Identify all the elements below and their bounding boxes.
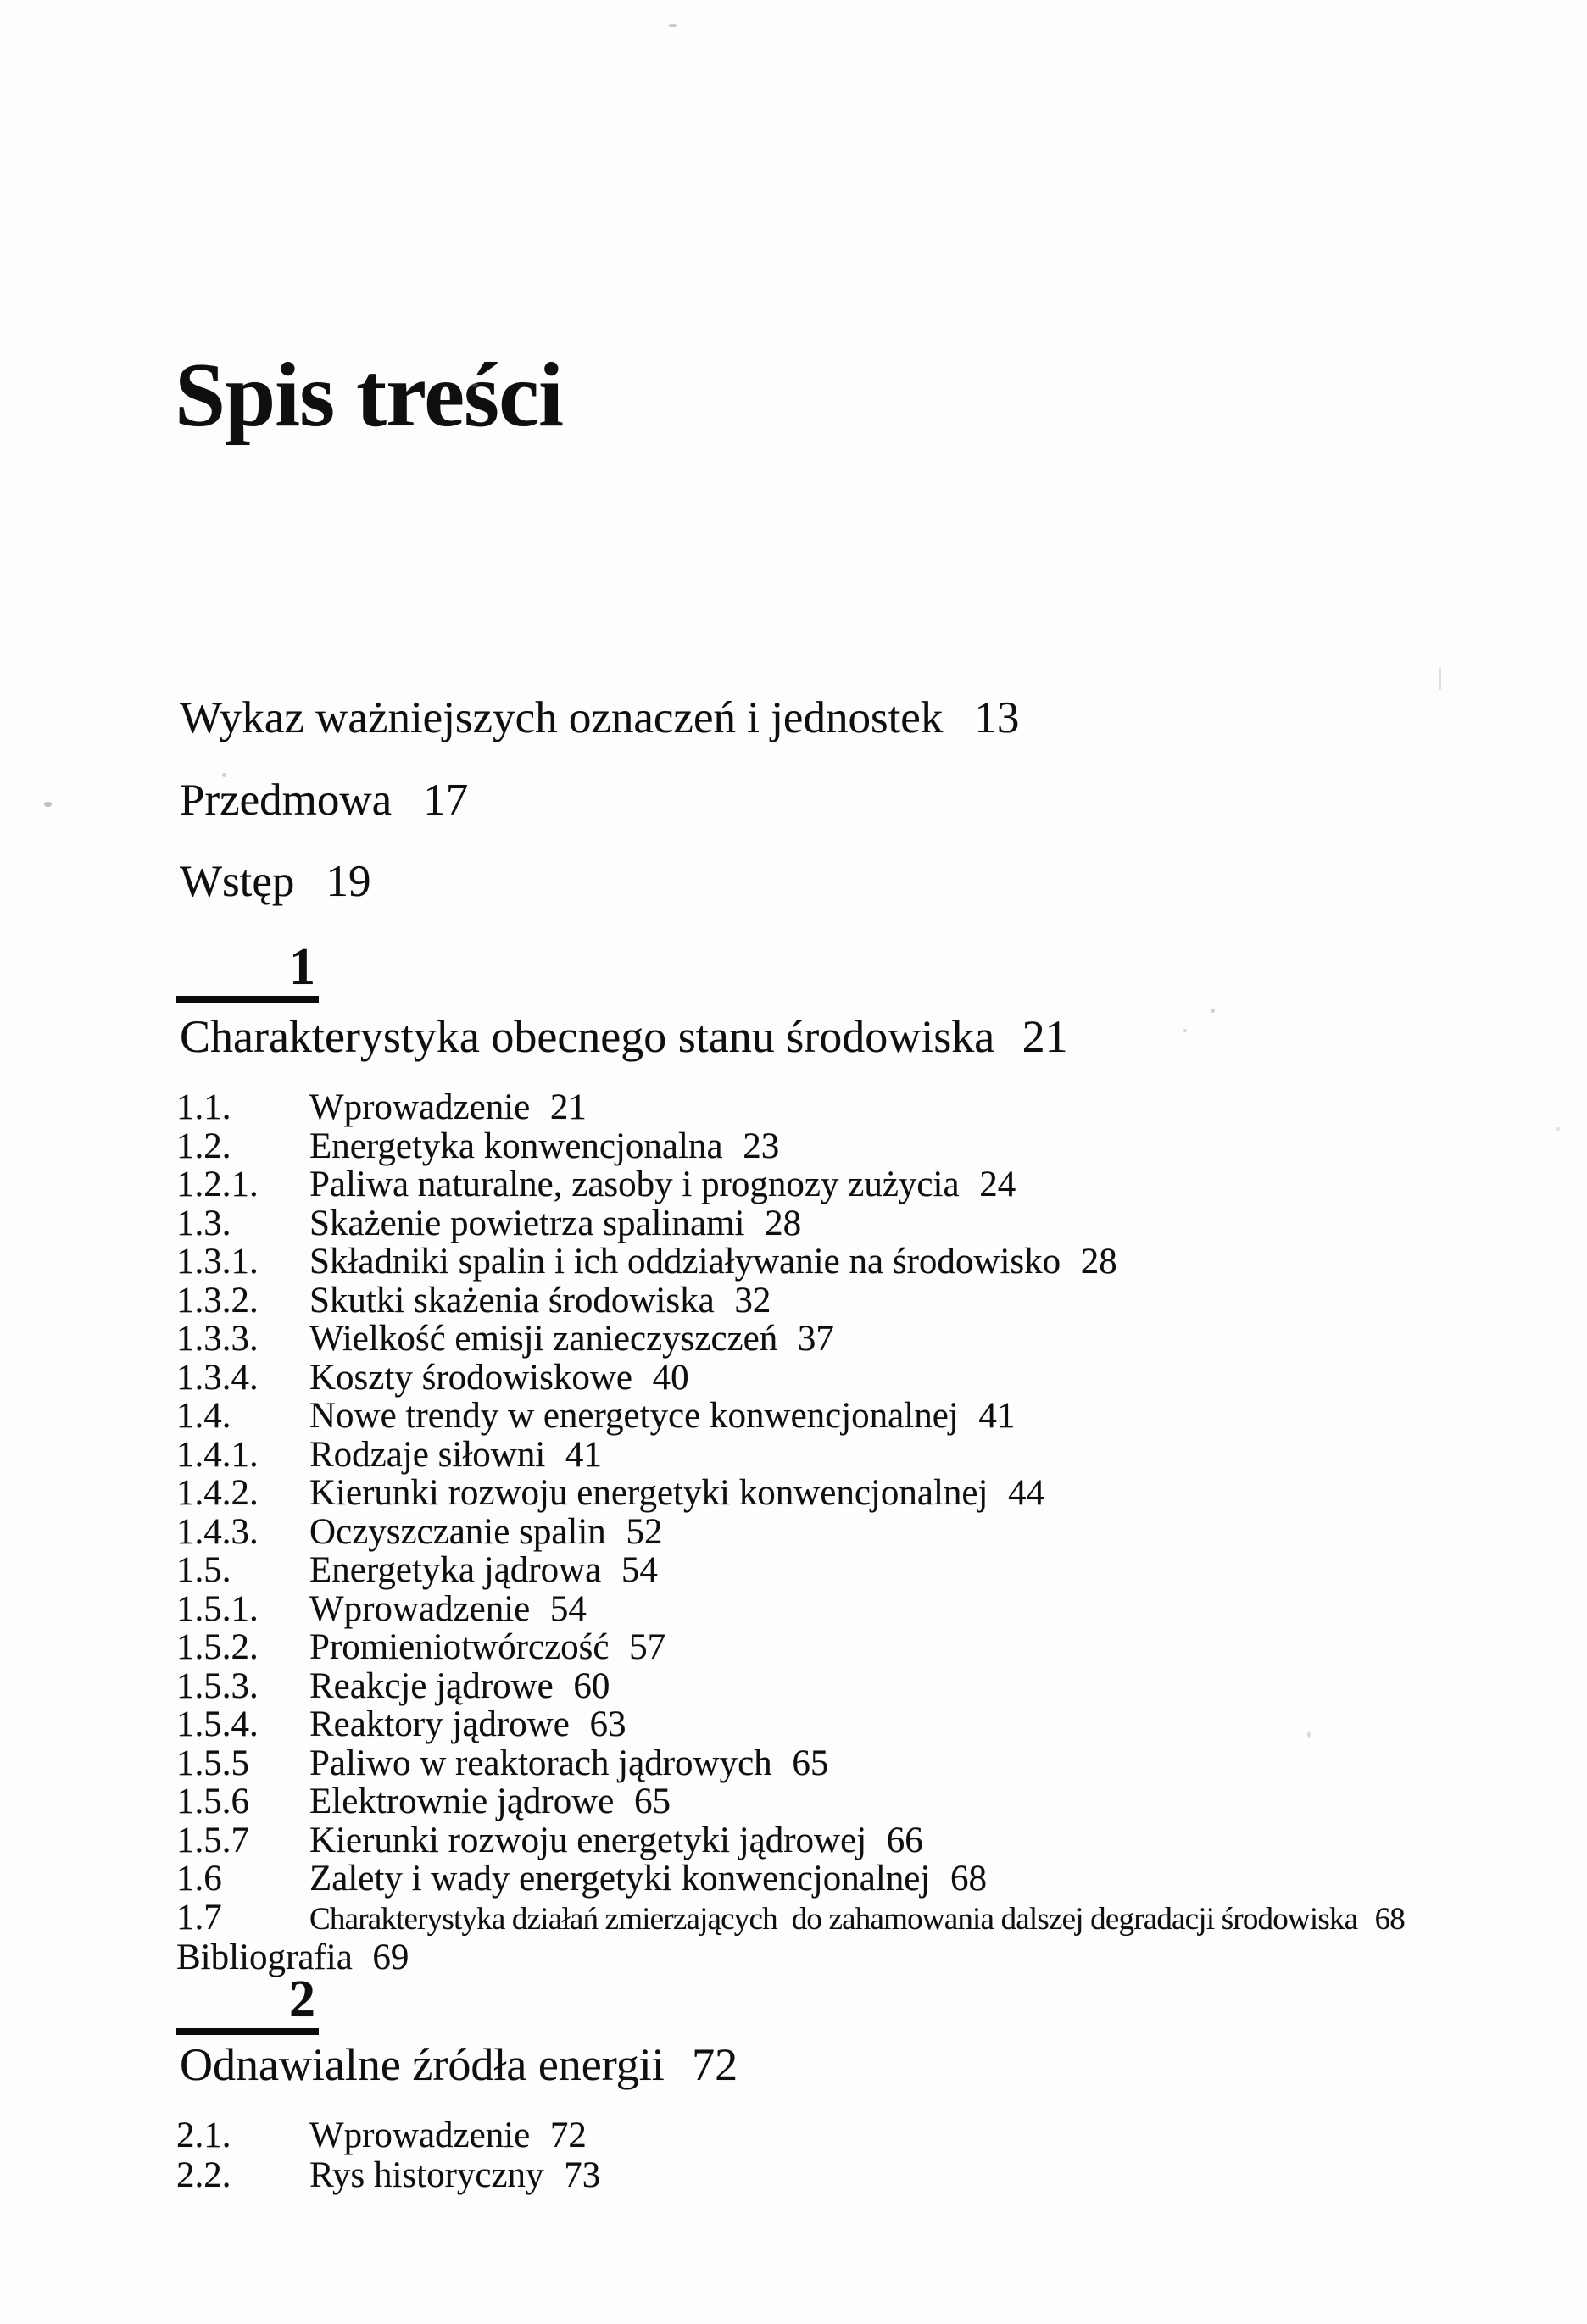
chapter-number-block — [176, 1973, 319, 2035]
toc-entry — [176, 1513, 1405, 1552]
toc-entry-label: Bibliografia — [176, 1938, 353, 1977]
scan-speck — [471, 383, 478, 387]
toc-entry-label: Wprowadzenie — [309, 2116, 531, 2155]
toc-entry-label: Składniki spalin i ich oddziaływanie na środowisko — [309, 1242, 1061, 1282]
toc-entry-page: 54 — [549, 1588, 587, 1629]
chapter-title-label: Odnawialne źródła energii — [180, 2039, 665, 2090]
toc-entry-number: 2.1. — [176, 2116, 231, 2155]
toc-entry-number: 1.5. — [176, 1550, 231, 1590]
chapter-number: 1 — [289, 938, 315, 996]
toc-entry-number: 1.6 — [176, 1859, 222, 1899]
toc-entry-page: 68 — [949, 1859, 987, 1899]
toc-entry-number: 1.5.3. — [176, 1665, 259, 1706]
toc-entry-page: 54 — [621, 1550, 658, 1590]
toc-entry-number: 2.2. — [176, 2155, 231, 2195]
toc-entry — [176, 1204, 1405, 1243]
toc-entry-page: 52 — [626, 1511, 663, 1552]
chapter-entry-list — [176, 1088, 1405, 1977]
toc-entry-number: 1.3.1. — [176, 1242, 259, 1282]
toc-entry-page: 72 — [549, 2116, 587, 2155]
front-matter-page: 19 — [326, 857, 371, 907]
toc-entry-label: Kierunki rozwoju energetyki konwencjonalnej — [309, 1473, 988, 1513]
toc-entry-label: Promieniotwórczość — [309, 1627, 610, 1667]
front-matter-entry — [180, 859, 1019, 906]
toc-entry-page: 28 — [1080, 1242, 1117, 1282]
toc-entry-number: 1.4. — [176, 1396, 231, 1436]
toc-entry-label: Rys historyczny — [309, 2155, 544, 2195]
toc-entry-page: 73 — [564, 2155, 601, 2195]
toc-entry-label: Reaktory jądrowe — [309, 1704, 570, 1744]
toc-entry-number: 1.4.3. — [176, 1511, 259, 1552]
toc-entry-number: 1.5.1. — [176, 1588, 259, 1629]
toc-entry — [176, 1667, 1405, 1706]
toc-entry-page: 66 — [886, 1820, 923, 1860]
scan-speck — [1211, 1009, 1215, 1013]
toc-entry-number: 1.5.7 — [176, 1820, 249, 1860]
toc-entry-number: 1.1. — [176, 1087, 231, 1127]
toc-entry-label: Paliwa naturalne, zasoby i prognozy zużycia — [309, 1165, 960, 1204]
chapter-entry-list — [176, 2116, 600, 2195]
toc-entry-label: Wprowadzenie — [309, 1087, 531, 1127]
front-matter-label: Wykaz ważniejszych oznaczeń i jednostek — [180, 693, 944, 742]
scan-speck — [1307, 1731, 1311, 1738]
toc-entry — [176, 1590, 1405, 1629]
front-matter-page: 13 — [974, 693, 1020, 742]
toc-entry-page: 60 — [573, 1665, 610, 1706]
toc-entry-label: Wprowadzenie — [309, 1588, 531, 1629]
toc-entry-page: 44 — [1008, 1473, 1045, 1513]
toc-entry-number: 1.2.1. — [176, 1165, 259, 1204]
toc-entry — [176, 2116, 600, 2155]
toc-entry-label: Zalety i wady energetyki konwencjonalnej — [309, 1859, 931, 1899]
scan-speck — [1556, 1127, 1560, 1131]
toc-entry-label: Koszty środowiskowe — [309, 1357, 632, 1398]
toc-entry-page: 65 — [792, 1743, 829, 1783]
toc-entry-number: 1.3. — [176, 1203, 231, 1243]
chapter-number: 2 — [289, 1971, 315, 2028]
front-matter-page: 17 — [423, 775, 469, 825]
toc-entry-page: 65 — [634, 1782, 671, 1821]
toc-entry-page: 57 — [629, 1627, 666, 1667]
toc-entry-page: 21 — [549, 1087, 587, 1127]
front-matter-entry — [180, 695, 1019, 742]
toc-entry-number: 1.5.6 — [176, 1782, 249, 1821]
toc-entry-page: 28 — [765, 1203, 802, 1243]
toc-entry-page: 68 — [1374, 1901, 1405, 1937]
toc-entry-page: 32 — [734, 1280, 771, 1320]
toc-entry-label: Energetyka konwencjonalna — [309, 1126, 723, 1166]
toc-entry — [176, 1165, 1405, 1204]
toc-entry-page: 69 — [372, 1938, 409, 1977]
toc-entry-number: 1.5.5 — [176, 1743, 249, 1783]
toc-entry-number: 1.4.1. — [176, 1434, 259, 1475]
toc-entry — [176, 1860, 1405, 1899]
page-title: Spis treści — [175, 345, 564, 446]
toc-entry — [176, 2155, 600, 2195]
scan-speck — [222, 773, 226, 777]
toc-entry — [176, 1320, 1405, 1359]
toc-entry — [176, 1821, 1405, 1860]
toc-entry-label: Wielkość emisji zanieczyszczeń — [309, 1319, 778, 1359]
toc-entry-label: Nowe trendy w energetyce konwencjonalnej — [309, 1396, 959, 1436]
toc-entry-page: 40 — [652, 1357, 689, 1398]
toc-entry — [176, 1359, 1405, 1398]
scan-speck — [44, 802, 52, 807]
toc-entry-number: 1.7 — [176, 1897, 222, 1938]
chapter-title-page: 72 — [692, 2039, 738, 2090]
chapter-rule — [176, 2028, 319, 2035]
toc-entry — [176, 1243, 1405, 1282]
toc-entry-label: Energetyka jądrowa — [309, 1550, 602, 1590]
toc-entry — [176, 1628, 1405, 1667]
toc-entry — [176, 1744, 1405, 1783]
toc-entry-label: Oczyszczanie spalin — [309, 1511, 606, 1552]
toc-entry — [176, 1282, 1405, 1320]
toc-entry-page: 23 — [743, 1126, 780, 1166]
scan-speck — [668, 24, 677, 27]
toc-entry-number: 1.5.2. — [176, 1627, 259, 1667]
toc-entry-label: Kierunki rozwoju energetyki jądrowej — [309, 1820, 867, 1860]
toc-entry-label: Skutki skażenia środowiska — [309, 1280, 715, 1320]
toc-entry — [176, 1127, 1405, 1166]
toc-entry-number: 1.3.4. — [176, 1357, 259, 1398]
front-matter-label: Wstęp — [180, 857, 295, 907]
front-matter-list — [180, 695, 1019, 941]
toc-entry — [176, 1088, 1405, 1127]
front-matter-label: Przedmowa — [180, 775, 393, 825]
toc-entry-number: 1.3.2. — [176, 1280, 259, 1320]
toc-entry-page: 63 — [589, 1704, 626, 1744]
toc-entry — [176, 1938, 1405, 1977]
toc-entry — [176, 1899, 1405, 1939]
toc-entry — [176, 1397, 1405, 1436]
toc-entry-label: Skażenie powietrza spalinami — [309, 1203, 745, 1243]
chapter-title — [180, 2039, 738, 2090]
toc-entry-label: Rodzaje siłowni — [309, 1434, 546, 1475]
toc-entry — [176, 1474, 1405, 1513]
chapter-title-label: Charakterystyka obecnego stanu środowiska — [180, 1011, 995, 1062]
toc-entry-label: Elektrownie jądrowe — [309, 1782, 615, 1821]
chapter-title-page: 21 — [1022, 1011, 1068, 1062]
front-matter-entry — [180, 777, 1019, 825]
chapter-rule — [176, 996, 319, 1003]
toc-entry-number: 1.5.4. — [176, 1704, 259, 1744]
toc-entry — [176, 1705, 1405, 1744]
scan-speck — [1183, 1029, 1187, 1032]
scan-speck — [1439, 668, 1441, 690]
toc-entry — [176, 1436, 1405, 1475]
toc-entry — [176, 1551, 1405, 1590]
toc-entry-page: 41 — [978, 1396, 1016, 1436]
chapter-number-block — [176, 938, 319, 1003]
toc-entry-page: 24 — [979, 1165, 1016, 1204]
toc-entry-page: 41 — [565, 1434, 602, 1475]
toc-entry-label: Paliwo w reaktorach jądrowych — [309, 1743, 772, 1783]
toc-entry-label: Reakcje jądrowe — [309, 1665, 554, 1706]
toc-entry-label: Charakterystyka działań zmierzających do zahamowania dalszej degradacji środowiska — [309, 1901, 1358, 1937]
chapter-title — [180, 1011, 1068, 1062]
toc-entry-page: 37 — [797, 1319, 834, 1359]
toc-entry-number: 1.4.2. — [176, 1473, 259, 1513]
toc-entry-number: 1.3.3. — [176, 1319, 259, 1359]
toc-entry-number: 1.2. — [176, 1126, 231, 1166]
toc-entry — [176, 1782, 1405, 1821]
